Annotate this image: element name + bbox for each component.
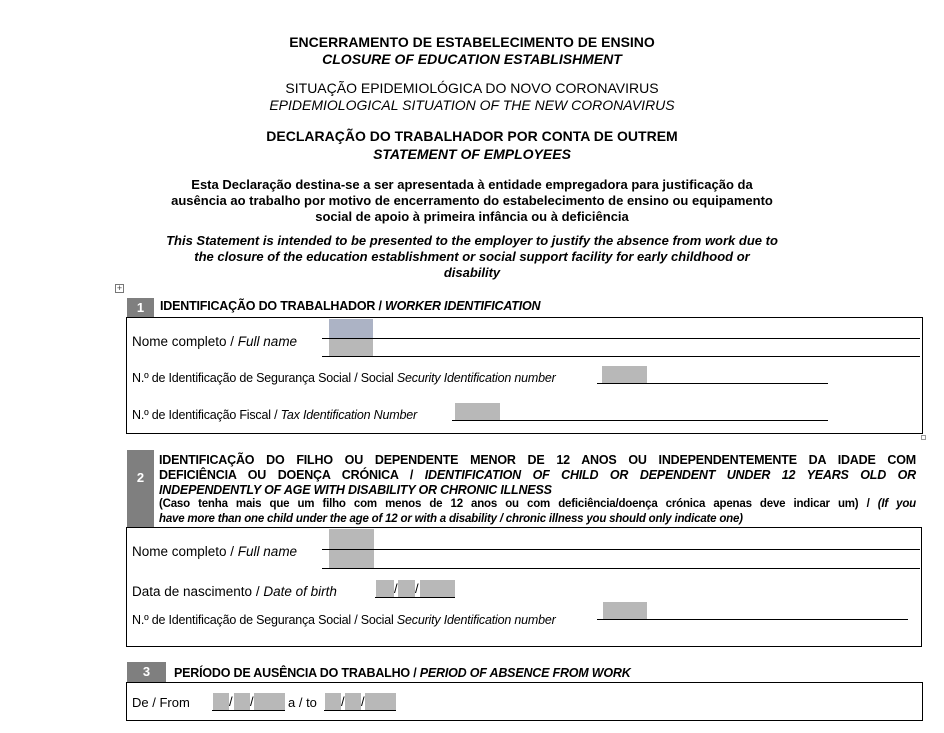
section-3-number: 3: [127, 662, 166, 682]
section-2-note-line2: have more than one child under the age of 12 or with a disability / chronic illness you should only indicate one): [159, 513, 743, 525]
declaration-en: STATEMENT OF EMPLOYEES: [373, 146, 571, 162]
worker-ssn-label: N.º de Identificação de Segurança Social / Social Security Identification number: [132, 371, 556, 385]
intro-en-line3: disability: [443, 265, 501, 280]
section-1-title: IDENTIFICAÇÃO DO TRABALHADOR / WORKER IDENTIFICATION: [160, 299, 541, 313]
section-2-title-line1: IDENTIFICAÇÃO DO FILHO OU DEPENDENTE MENOR DE 12 ANOS OU INDEPENDENTEMENTE DA IDADE COM: [159, 453, 916, 467]
intro-pt-line2: ausência ao trabalho por motivo de encerramento do estabelecimento de ensino ou equipamento: [171, 193, 773, 208]
intro-en-line1: This Statement is intended to be presented to the employer to justify the absence from work due to: [166, 233, 778, 248]
child-ssn-label: N.º de Identificação de Segurança Social / Social Security Identification number: [132, 613, 556, 627]
section-1-number: 1: [127, 298, 154, 318]
period-from-month-field[interactable]: [234, 693, 250, 710]
section-3-title: PERÍODO DE AUSÊNCIA DO TRABALHO / PERIOD OF ABSENCE FROM WORK: [174, 666, 631, 680]
worker-tax-label: N.º de Identificação Fiscal / Tax Identification Number: [132, 408, 417, 422]
worker-fullname-field-2[interactable]: [329, 339, 373, 356]
situation-en: EPIDEMIOLOGICAL SITUATION OF THE NEW CORONAVIRUS: [269, 97, 675, 113]
worker-ssn-field[interactable]: [602, 366, 647, 383]
worker-tax-field[interactable]: [455, 403, 500, 420]
table-resize-handle[interactable]: [921, 435, 926, 440]
child-dob-day-field[interactable]: [376, 580, 394, 597]
title-en: CLOSURE OF EDUCATION ESTABLISHMENT: [322, 51, 622, 67]
child-fullname-field-2[interactable]: [329, 550, 374, 568]
section-2-note-line1: (Caso tenha mais que um filho com menos de 12 anos ou com deficiência/doença crónica apenas deve indicar um) / (If you: [159, 498, 916, 510]
period-from-label: De / From: [132, 695, 190, 710]
section-2-title-line3: INDEPENDENTLY OF AGE WITH DISABILITY OR CHRONIC ILLNESS: [159, 483, 552, 497]
period-to-year-field[interactable]: [365, 693, 396, 710]
declaration-pt: DECLARAÇÃO DO TRABALHADOR POR CONTA DE OUTREM: [266, 128, 678, 144]
child-dob-label: Data de nascimento / Date of birth: [132, 584, 337, 599]
period-to-label: a / to: [288, 695, 317, 710]
intro-en-line2: the closure of the education establishment or social support facility for early childhood or: [194, 249, 750, 264]
child-dob-year-field[interactable]: [420, 580, 455, 597]
child-ssn-field[interactable]: [603, 602, 647, 619]
worker-fullname-label: Nome completo / Full name: [132, 334, 298, 349]
worker-fullname-field-1[interactable]: [329, 319, 373, 338]
period-from-year-field[interactable]: [254, 693, 285, 710]
situation-pt: SITUAÇÃO EPIDEMIOLÓGICA DO NOVO CORONAVIRUS: [285, 80, 659, 96]
period-to-day-field[interactable]: [325, 693, 341, 710]
period-to-month-field[interactable]: [345, 693, 361, 710]
child-fullname-label: Nome completo / Full name: [132, 544, 298, 559]
table-move-handle-icon[interactable]: +: [116, 283, 123, 293]
title-pt: ENCERRAMENTO DE ESTABELECIMENTO DE ENSINO: [289, 34, 655, 50]
section-2-number: 2: [127, 450, 154, 527]
intro-pt-line3: social de apoio à primeira infância ou à deficiência: [315, 209, 629, 224]
child-dob-month-field[interactable]: [398, 580, 415, 597]
intro-pt-line1: Esta Declaração destina-se a ser apresentada à entidade empregadora para justificação da: [191, 177, 753, 192]
period-from-day-field[interactable]: [213, 693, 229, 710]
section-2-title-line2: DEFICIÊNCIA OU DOENÇA CRÓNICA / IDENTIFICATION OF CHILD OR DEPENDENT UNDER 12 YEARS OLD OR: [159, 468, 916, 482]
child-fullname-field-1[interactable]: [329, 529, 374, 549]
